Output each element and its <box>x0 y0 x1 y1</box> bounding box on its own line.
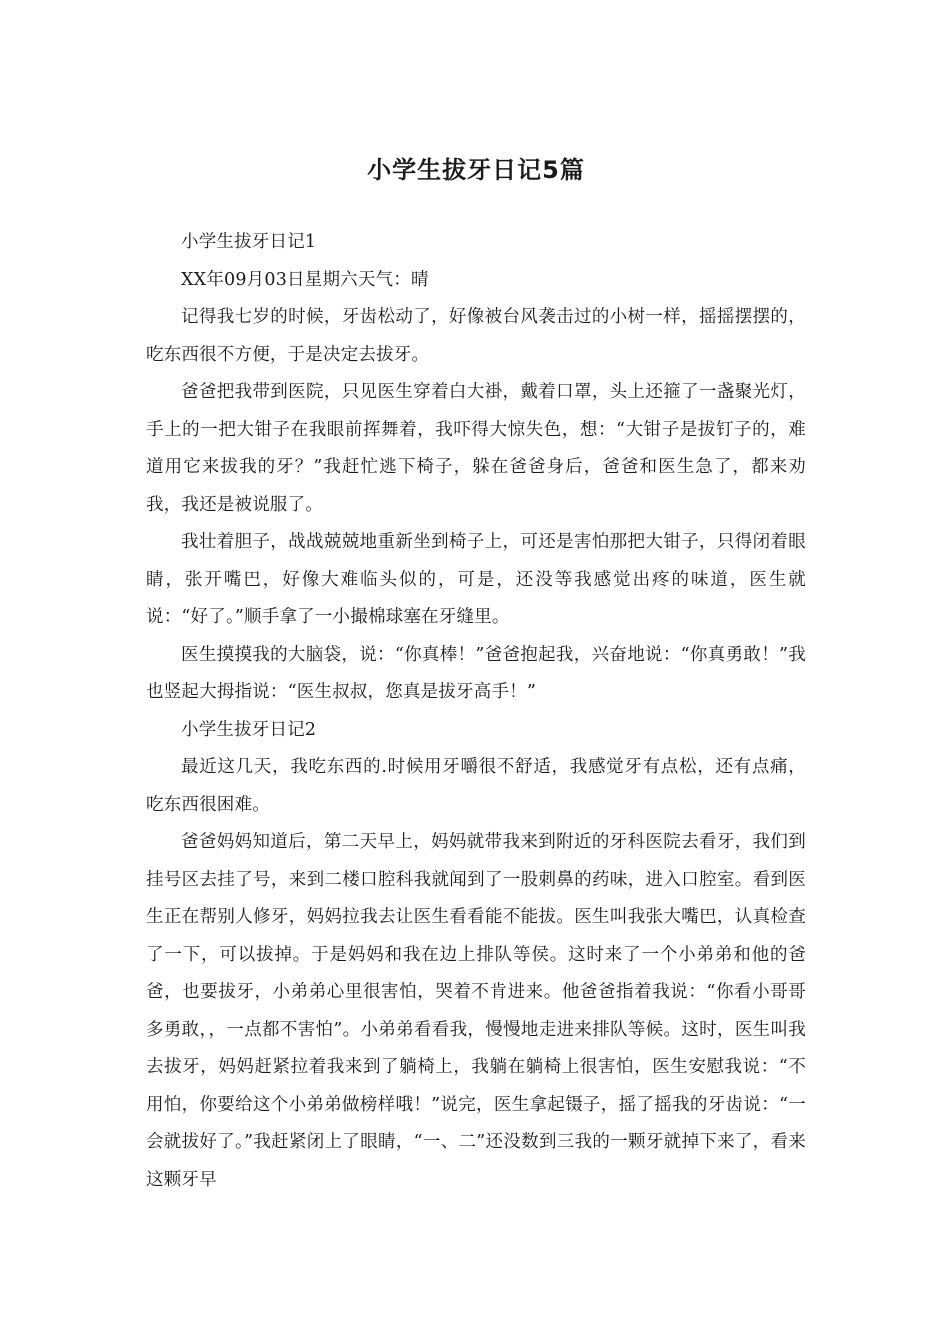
paragraph-diary-1-heading: 小学生拔牙日记1 <box>181 232 317 252</box>
paragraph-diary-2-heading: 小学生拔牙日记2 <box>181 719 317 740</box>
paragraph-body: 记得我七岁的时候，牙齿松动了，好像被台风袭击过的小树一样，摇摇摆摆的，吃东西很不方便，于是决定去拔牙。 <box>146 307 806 365</box>
document-page <box>146 150 806 1199</box>
paragraph-body: 爸爸把我带到医院，只见医生穿着白大褂，戴着口罩，头上还箍了一盏聚光灯，手上的一把大钳子在我眼前挥舞着，我吓得大惊失色，想：“大钳子是拔钉子的，难道用它来拔我的牙？”我赶忙逃下椅子，躲在爸爸身后，爸爸和医生急了，都来劝我，我还是被说服了。 <box>146 382 806 515</box>
paragraph-date-weather: XX年09月03日星期六天气：晴 <box>181 269 429 290</box>
paragraph-body: 医生摸摸我的大脑袋，说：“你真棒！”爸爸抱起我，兴奋地说：“你真勇敢！”我也竖起大拇指说：“医生叔叔，您真是拔牙高手！” <box>146 644 806 702</box>
paragraph-body: 爸爸妈妈知道后，第二天早上，妈妈就带我来到附近的牙科医院去看牙，我们到挂号区去挂了号，来到二楼口腔科我就闻到了一股刺鼻的药味，进入口腔室。看到医生正在帮别人修牙，妈妈拉我去让医生看看能不能拔。医生叫我张大嘴巴，认真检查了一下，可以拔掉。于是妈妈和我在边上排队等侯。这时来了一个小弟弟和他的爸爸，也要拔牙，小弟弟心里很害怕，哭着不肯进来。他爸爸指着我说：“你看小哥哥多勇敢，，一点都不害怕”。小弟弟看看我，慢慢地走进来排队等候。这时，医生叫我去拔牙，妈妈赶紧拉着我来到了躺椅上，我躺在躺椅上很害怕，医生安慰我说：“不用怕，你要给这个小弟弟做榜样哦！”说完，医生拿起镊子，摇了摇我的牙齿说：“一会就拔好了。”我赶紧闭上了眼睛，“一、二”还没数到三我的一颗牙就掉下来了，看来这颗牙早 <box>146 832 806 1190</box>
paragraph-body: 我壮着胆子，战战兢兢地重新坐到椅子上，可还是害怕那把大钳子，只得闭着眼睛，张开嘴巴，好像大难临头似的，可是，还没等我感觉出疼的味道，医生就说：“好了。”顺手拿了一小撮棉球塞在牙缝里。 <box>146 532 806 627</box>
paragraph-body: 最近这几天，我吃东西的.时候用牙嚼很不舒适，我感觉牙有点松，还有点痛，吃东西很困难。 <box>146 757 806 815</box>
document-title: 小学生拔牙日记5篇 <box>367 156 585 184</box>
